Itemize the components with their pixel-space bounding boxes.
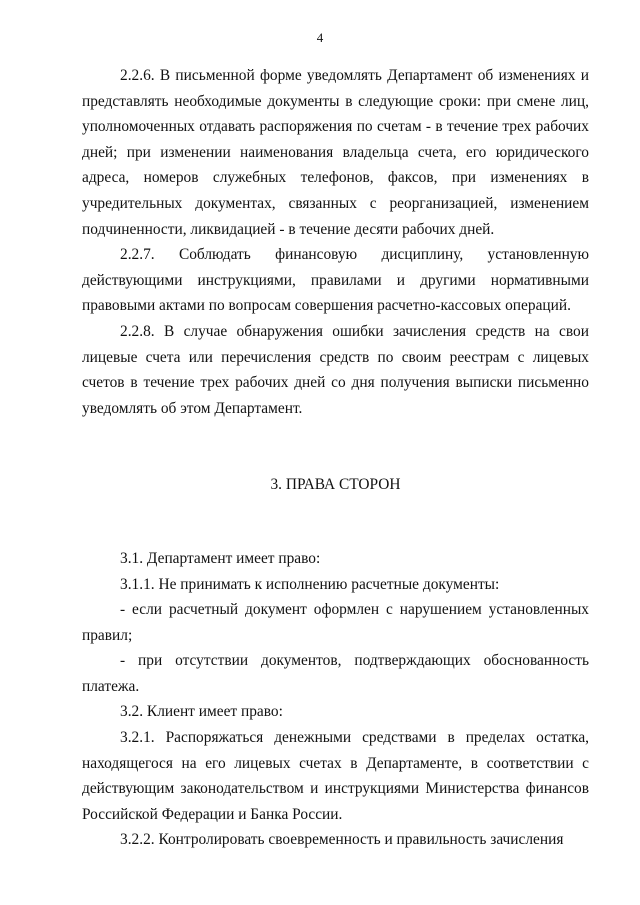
clause-3-2-1: 3.2.1. Распоряжаться денежными средствами в пределах остатка, находящегося на его лицевых счетах в Департаменте, в соответствии с действующим законодательством и инструкциями Министерства финансов Российской Федерации и Банка России. <box>82 729 589 823</box>
clause-3-2-2: 3.2.2. Контролировать своевременность и правильность зачисления <box>120 831 564 849</box>
clause-3-1: 3.1. Департамент имеет право: <box>120 549 321 567</box>
clause-3-1-1: 3.1.1. Не принимать к исполнению расчетные документы: <box>120 575 500 593</box>
clause-3-1-1-item-1: - если расчетный документ оформлен с нарушением установленных правил; <box>82 601 589 644</box>
clause-2-2-6: 2.2.6. В письменной форме уведомлять Департамент об изменениях и представлять необходимые документы в следующие сроки: при смене лиц, уполномоченных отдавать распоряжения по счетам - в течение трех рабочих дней; при изменении наименования владельца счета, его юридического адреса, номеров служебных телефонов, факсов, при изменениях в учредительных документах, связанных с реорганизацией, изменением подчиненности, ликвидацией - в течение десяти рабочих дней. <box>82 67 589 238</box>
clause-3-2: 3.2. Клиент имеет право: <box>120 703 283 721</box>
clause-3-1-1-item-2: - при отсутствии документов, подтверждающих обоснованность платежа. <box>82 652 589 695</box>
clause-2-2-8: 2.2.8. В случае обнаружения ошибки зачисления средств на свои лицевые счета или перечисления средств по своим реестрам с лицевых счетов в течение трех рабочих дней со дня получения выписки письменно уведомлять об этом Департамент. <box>82 322 589 417</box>
page-number: 4 <box>316 30 324 45</box>
document-body <box>82 63 589 853</box>
section-heading: 3. ПРАВА СТОРОН <box>270 476 401 494</box>
clause-2-2-7: 2.2.7. Соблюдать финансовую дисциплину, установленную действующими инструкциями, правилами и другими нормативными правовыми актами по вопросам совершения расчетно-кассовых операций. <box>82 246 589 315</box>
